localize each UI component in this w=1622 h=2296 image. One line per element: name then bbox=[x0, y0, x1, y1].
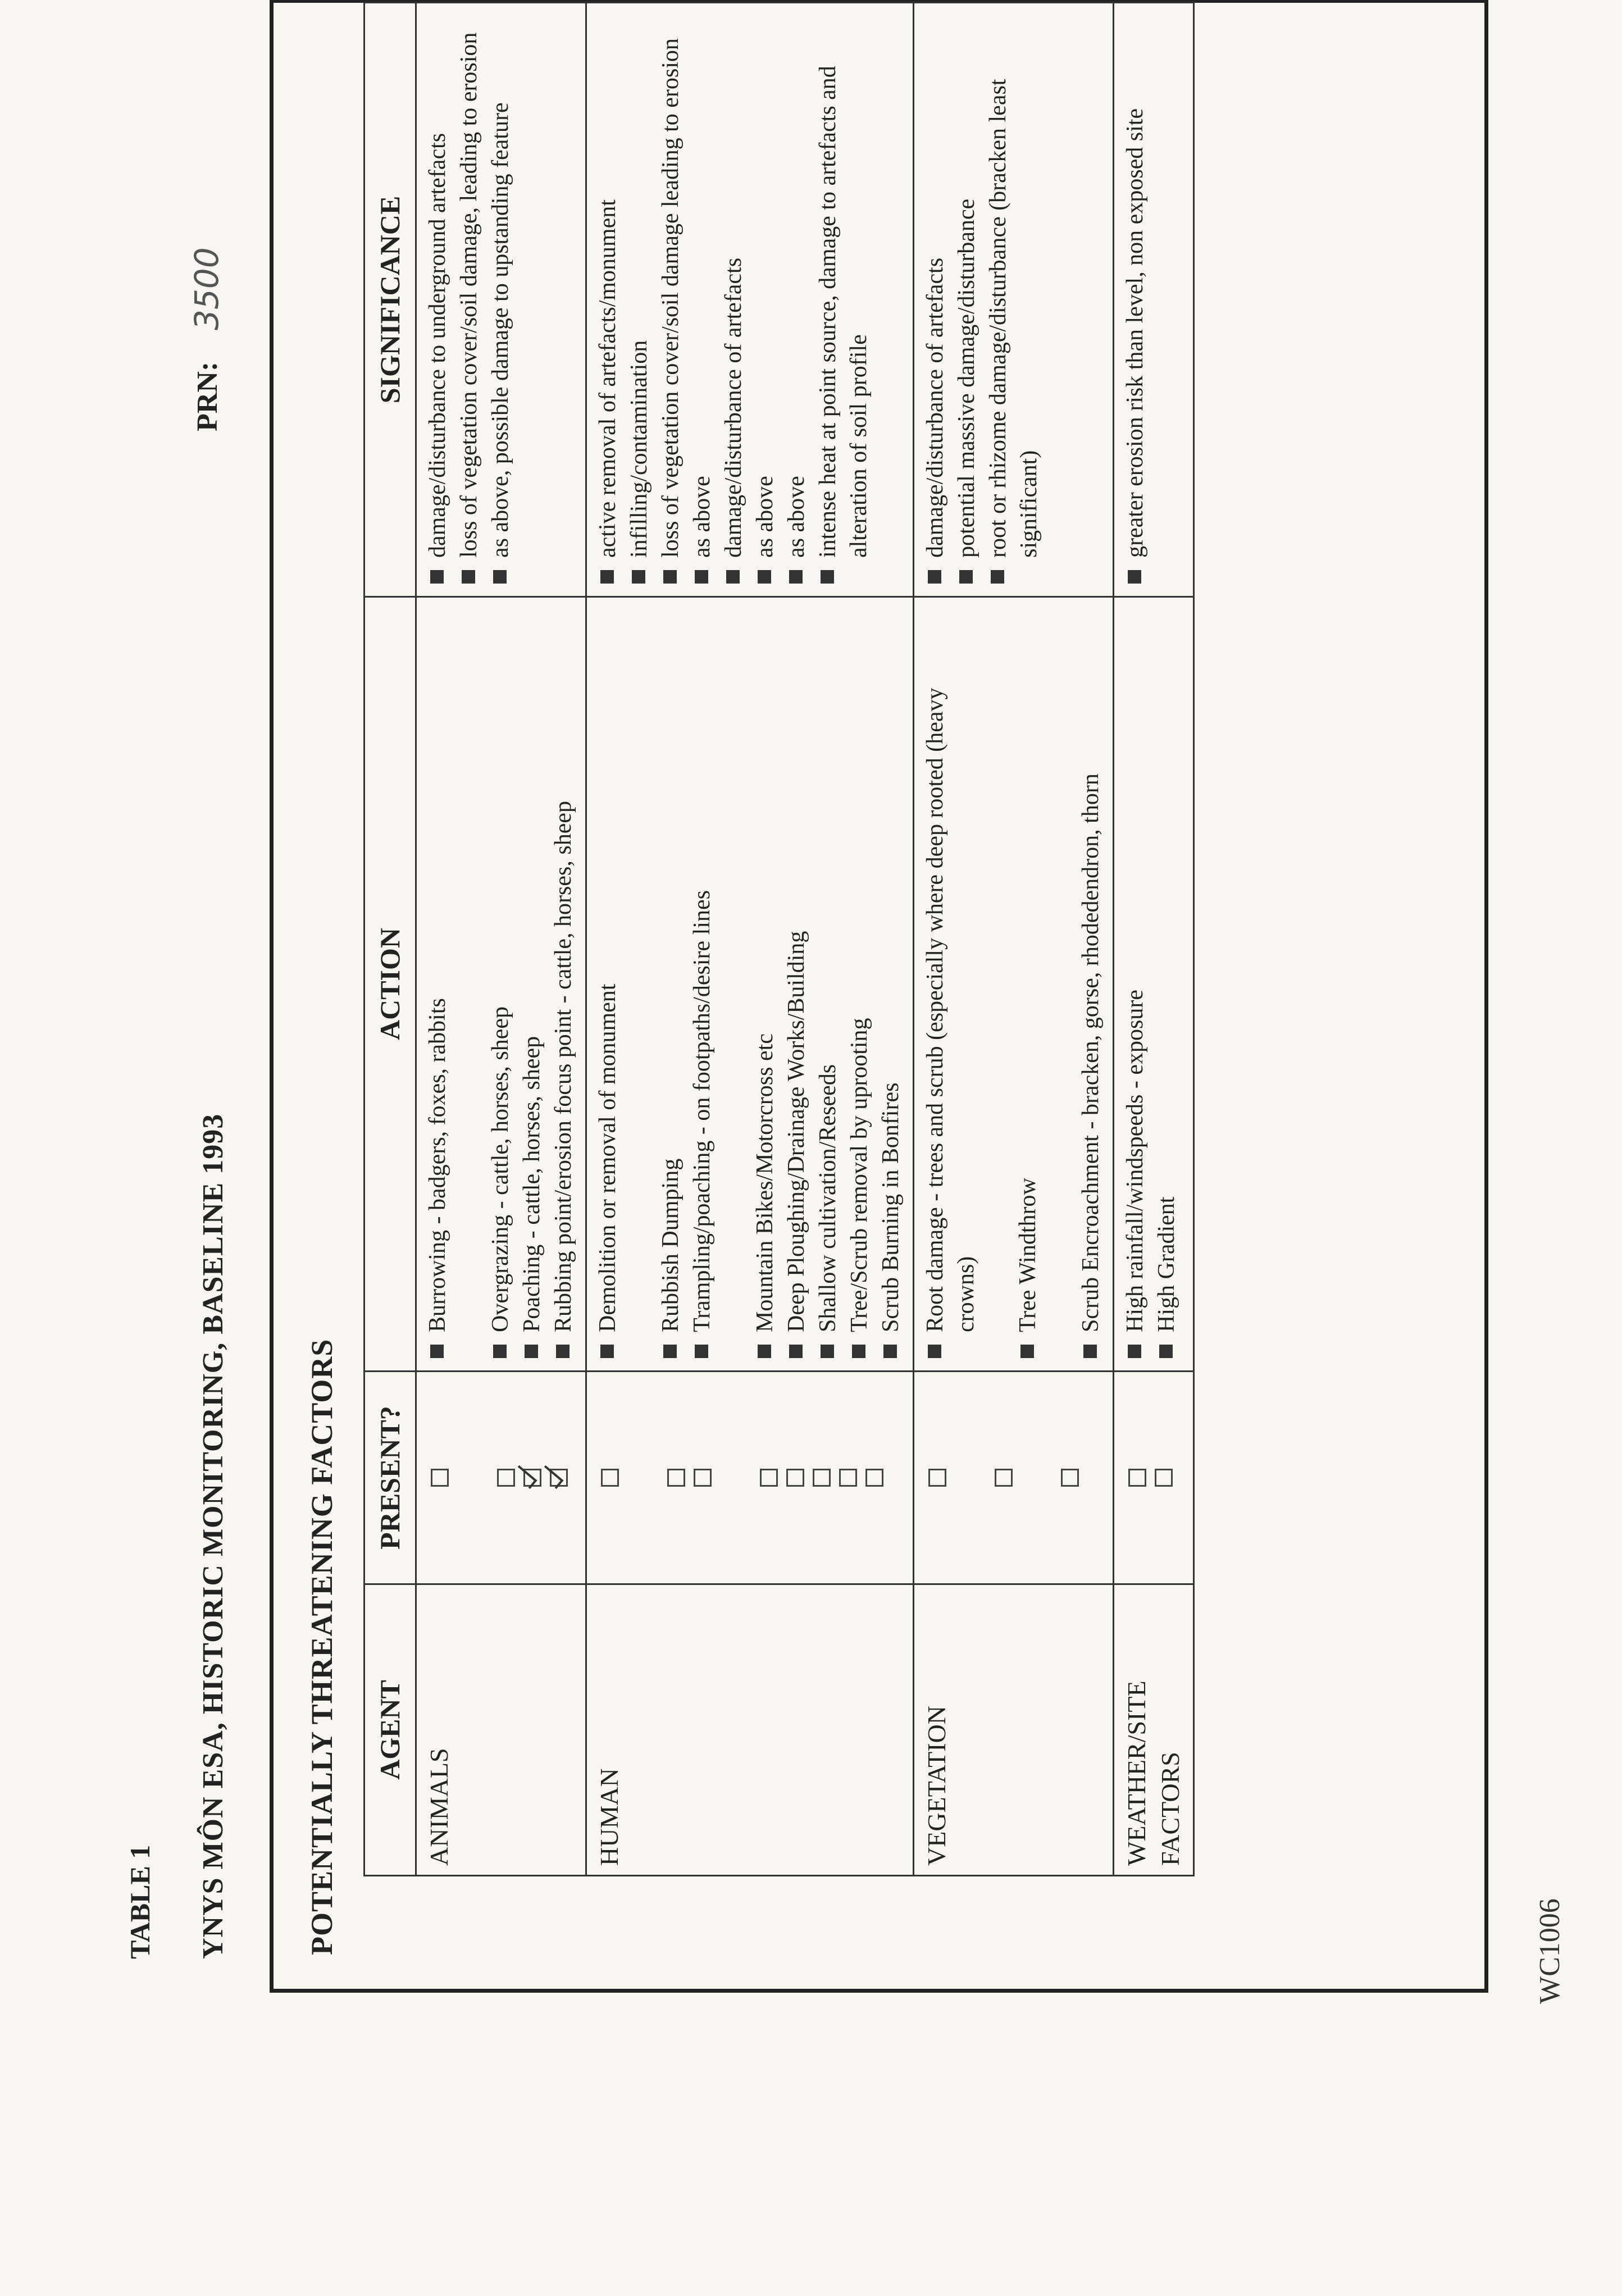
significance-text: as above bbox=[783, 476, 809, 558]
present-checkbox[interactable] bbox=[1061, 1469, 1079, 1487]
action-cell bbox=[914, 597, 1114, 1372]
action-spacer bbox=[624, 608, 655, 1360]
action-text: Tree/Scrub removal by uprooting bbox=[846, 1018, 872, 1332]
present-cell bbox=[416, 1372, 586, 1584]
significance-text: infilling/contamination bbox=[626, 340, 652, 558]
action-spacer bbox=[1044, 608, 1076, 1360]
significance-item bbox=[718, 13, 750, 586]
action-item bbox=[1076, 608, 1107, 1360]
present-checkbox[interactable] bbox=[1128, 1469, 1146, 1487]
action-item bbox=[422, 608, 454, 1360]
square-bullet-icon bbox=[991, 570, 1004, 584]
action-spacer bbox=[454, 608, 485, 1360]
action-text: Overgrazing - cattle, horses, sheep bbox=[487, 1006, 513, 1332]
significance-text: damage/disturbance of artefacts bbox=[922, 257, 948, 558]
action-item bbox=[920, 608, 981, 1360]
action-text: Mountain Bikes/Motorcross etc bbox=[752, 1033, 778, 1332]
square-bullet-icon bbox=[852, 1345, 865, 1358]
prn-handwritten-value: 3500 bbox=[188, 247, 226, 330]
square-bullet-icon bbox=[959, 570, 973, 584]
action-text: Rubbing point/erosion focus point - cattle, horses, sheep bbox=[550, 800, 576, 1332]
square-bullet-icon bbox=[525, 1345, 538, 1358]
present-checkbox[interactable] bbox=[865, 1469, 883, 1487]
present-checkbox[interactable] bbox=[667, 1469, 685, 1487]
square-bullet-icon bbox=[821, 570, 834, 584]
present-checkbox-checked[interactable] bbox=[550, 1469, 568, 1487]
action-item bbox=[517, 608, 548, 1360]
action-item bbox=[593, 608, 624, 1360]
significance-cell bbox=[914, 3, 1114, 597]
action-text: Demolition or removal of monument bbox=[595, 983, 621, 1332]
table-body bbox=[416, 3, 1194, 1876]
action-text: Rubbish Dumping bbox=[658, 1158, 684, 1332]
action-cell bbox=[1114, 597, 1194, 1372]
significance-item bbox=[781, 13, 813, 586]
table-row bbox=[914, 3, 1114, 1876]
document-code: WC1006 bbox=[1534, 1898, 1566, 2004]
table-row bbox=[586, 3, 914, 1876]
action-cell bbox=[416, 597, 586, 1372]
significance-text: loss of vegetation cover/soil damage leading to erosion bbox=[658, 38, 684, 558]
action-item bbox=[750, 608, 781, 1360]
present-checkbox-checked[interactable] bbox=[523, 1469, 541, 1487]
significance-item bbox=[422, 13, 454, 586]
action-text: Tree Windthrow bbox=[1015, 1178, 1041, 1332]
significance-text: as above bbox=[689, 476, 715, 558]
square-bullet-icon bbox=[1083, 1345, 1097, 1358]
square-bullet-icon bbox=[821, 1345, 834, 1358]
square-bullet-icon bbox=[1159, 1345, 1173, 1358]
significance-item bbox=[593, 13, 624, 586]
action-text: Root damage - trees and scrub (especially where deep rooted (heavy crowns) bbox=[922, 687, 979, 1332]
significance-text: damage/disturbance to underground artefacts bbox=[425, 133, 450, 558]
square-bullet-icon bbox=[1128, 570, 1141, 584]
present-checkbox[interactable] bbox=[813, 1469, 831, 1487]
significance-item bbox=[655, 13, 687, 586]
significance-text: damage/disturbance of artefacts bbox=[721, 257, 746, 558]
significance-text: active removal of artefacts/monument bbox=[595, 199, 621, 558]
prn-field bbox=[188, 247, 226, 431]
square-bullet-icon bbox=[883, 1345, 897, 1358]
action-item bbox=[781, 608, 813, 1360]
present-checkbox[interactable] bbox=[839, 1469, 857, 1487]
threat-factors-frame bbox=[270, 0, 1488, 1993]
square-bullet-icon bbox=[789, 570, 803, 584]
present-checkbox[interactable] bbox=[786, 1469, 804, 1487]
significance-text: as above, possible damage to upstanding feature bbox=[487, 102, 513, 558]
col-header-present: PRESENT? bbox=[365, 1372, 416, 1584]
action-text: Scrub Burning in Bonfires bbox=[878, 1082, 904, 1332]
square-bullet-icon bbox=[928, 1345, 941, 1358]
action-item bbox=[813, 608, 844, 1360]
square-bullet-icon bbox=[663, 1345, 677, 1358]
action-text: Poaching - cattle, horses, sheep bbox=[519, 1036, 545, 1332]
agent-cell: VEGETATION bbox=[914, 1584, 1114, 1876]
present-cell bbox=[1114, 1372, 1194, 1584]
significance-item bbox=[687, 13, 718, 586]
significance-item bbox=[750, 13, 781, 586]
present-checkbox[interactable] bbox=[694, 1469, 712, 1487]
present-spacer bbox=[457, 1382, 489, 1573]
present-checkbox[interactable] bbox=[1155, 1469, 1173, 1487]
present-checkbox[interactable] bbox=[497, 1469, 515, 1487]
present-checkbox[interactable] bbox=[928, 1469, 946, 1487]
square-bullet-icon bbox=[430, 1345, 444, 1358]
square-bullet-icon bbox=[493, 570, 507, 584]
square-bullet-icon bbox=[1020, 1345, 1034, 1358]
action-item bbox=[1151, 608, 1183, 1360]
significance-item bbox=[624, 13, 655, 586]
present-spacer bbox=[1021, 1382, 1053, 1573]
square-bullet-icon bbox=[600, 570, 614, 584]
action-text: Burrowing - badgers, foxes, rabbits bbox=[425, 998, 450, 1332]
table-row bbox=[1114, 3, 1194, 1876]
square-bullet-icon bbox=[726, 570, 740, 584]
significance-text: intense heat at point source, damage to artefacts and alteration of soil profile bbox=[815, 66, 872, 558]
square-bullet-icon bbox=[1128, 1345, 1141, 1358]
agent-cell: ANIMALS bbox=[416, 1584, 586, 1876]
present-spacer bbox=[627, 1382, 659, 1573]
action-item bbox=[687, 608, 718, 1360]
document-title: YNYS MÔN ESA, HISTORIC MONITORING, BASELINE 1993 bbox=[197, 1113, 229, 1959]
significance-item bbox=[1120, 13, 1151, 586]
present-spacer bbox=[955, 1382, 986, 1573]
present-checkbox[interactable] bbox=[431, 1469, 449, 1487]
significance-text: as above bbox=[752, 476, 778, 558]
action-text: Deep Ploughing/Drainage Works/Building bbox=[783, 931, 809, 1332]
col-header-significance: SIGNIFICANCE bbox=[365, 3, 416, 597]
square-bullet-icon bbox=[663, 570, 677, 584]
action-text: Shallow cultivation/Reseeds bbox=[815, 1064, 841, 1332]
present-checkbox[interactable] bbox=[601, 1469, 619, 1487]
action-item bbox=[485, 608, 517, 1360]
action-cell bbox=[586, 597, 914, 1372]
significance-item bbox=[983, 13, 1044, 586]
action-text: Scrub Encroachment - bracken, gorse, rhodedendron, thorn bbox=[1078, 773, 1104, 1332]
significance-cell bbox=[586, 3, 914, 597]
action-item bbox=[1013, 608, 1044, 1360]
action-item bbox=[1120, 608, 1151, 1360]
present-checkbox[interactable] bbox=[995, 1469, 1013, 1487]
square-bullet-icon bbox=[789, 1345, 803, 1358]
significance-text: greater erosion risk than level, non exposed site bbox=[1122, 108, 1149, 558]
agent-cell: WEATHER/SITE FACTORS bbox=[1114, 1584, 1194, 1876]
action-text: High rainfall/windspeeds - exposure bbox=[1122, 989, 1149, 1332]
table-row bbox=[416, 3, 586, 1876]
significance-item bbox=[920, 13, 951, 586]
present-cell bbox=[586, 1372, 914, 1584]
square-bullet-icon bbox=[632, 570, 645, 584]
action-spacer bbox=[981, 608, 1013, 1360]
present-checkbox[interactable] bbox=[760, 1469, 778, 1487]
square-bullet-icon bbox=[928, 570, 941, 584]
action-item bbox=[876, 608, 907, 1360]
square-bullet-icon bbox=[430, 570, 444, 584]
significance-text: loss of vegetation cover/soil damage, leading to erosion bbox=[456, 32, 482, 558]
significance-text: root or rhizome damage/disturbance (bracken least significant) bbox=[985, 79, 1042, 558]
square-bullet-icon bbox=[462, 570, 475, 584]
present-spacer bbox=[720, 1382, 751, 1573]
action-text: High Gradient bbox=[1154, 1196, 1180, 1332]
significance-item bbox=[485, 13, 517, 586]
section-heading: POTENTIALLY THREATENING FACTORS bbox=[305, 1338, 339, 1955]
action-text: Trampling/poaching - on footpaths/desire lines bbox=[689, 890, 715, 1332]
col-header-agent: AGENT bbox=[365, 1584, 416, 1876]
significance-item bbox=[454, 13, 485, 586]
square-bullet-icon bbox=[695, 1345, 708, 1358]
square-bullet-icon bbox=[758, 570, 771, 584]
square-bullet-icon bbox=[695, 570, 708, 584]
agent-cell: HUMAN bbox=[586, 1584, 914, 1876]
action-item bbox=[548, 608, 580, 1360]
action-spacer bbox=[718, 608, 750, 1360]
square-bullet-icon bbox=[556, 1345, 569, 1358]
action-item bbox=[655, 608, 687, 1360]
header-row bbox=[365, 3, 416, 1876]
significance-text: potential massive damage/disturbance bbox=[954, 198, 979, 558]
col-header-action: ACTION bbox=[365, 597, 416, 1372]
table-label: TABLE 1 bbox=[124, 1844, 156, 1959]
significance-item bbox=[951, 13, 983, 586]
significance-cell bbox=[1114, 3, 1194, 597]
threat-table bbox=[363, 2, 1195, 1876]
significance-item bbox=[813, 13, 874, 586]
square-bullet-icon bbox=[600, 1345, 614, 1358]
prn-label: PRN: bbox=[192, 361, 224, 431]
present-cell bbox=[914, 1372, 1114, 1584]
square-bullet-icon bbox=[493, 1345, 507, 1358]
square-bullet-icon bbox=[758, 1345, 771, 1358]
significance-cell bbox=[416, 3, 586, 597]
action-item bbox=[844, 608, 876, 1360]
